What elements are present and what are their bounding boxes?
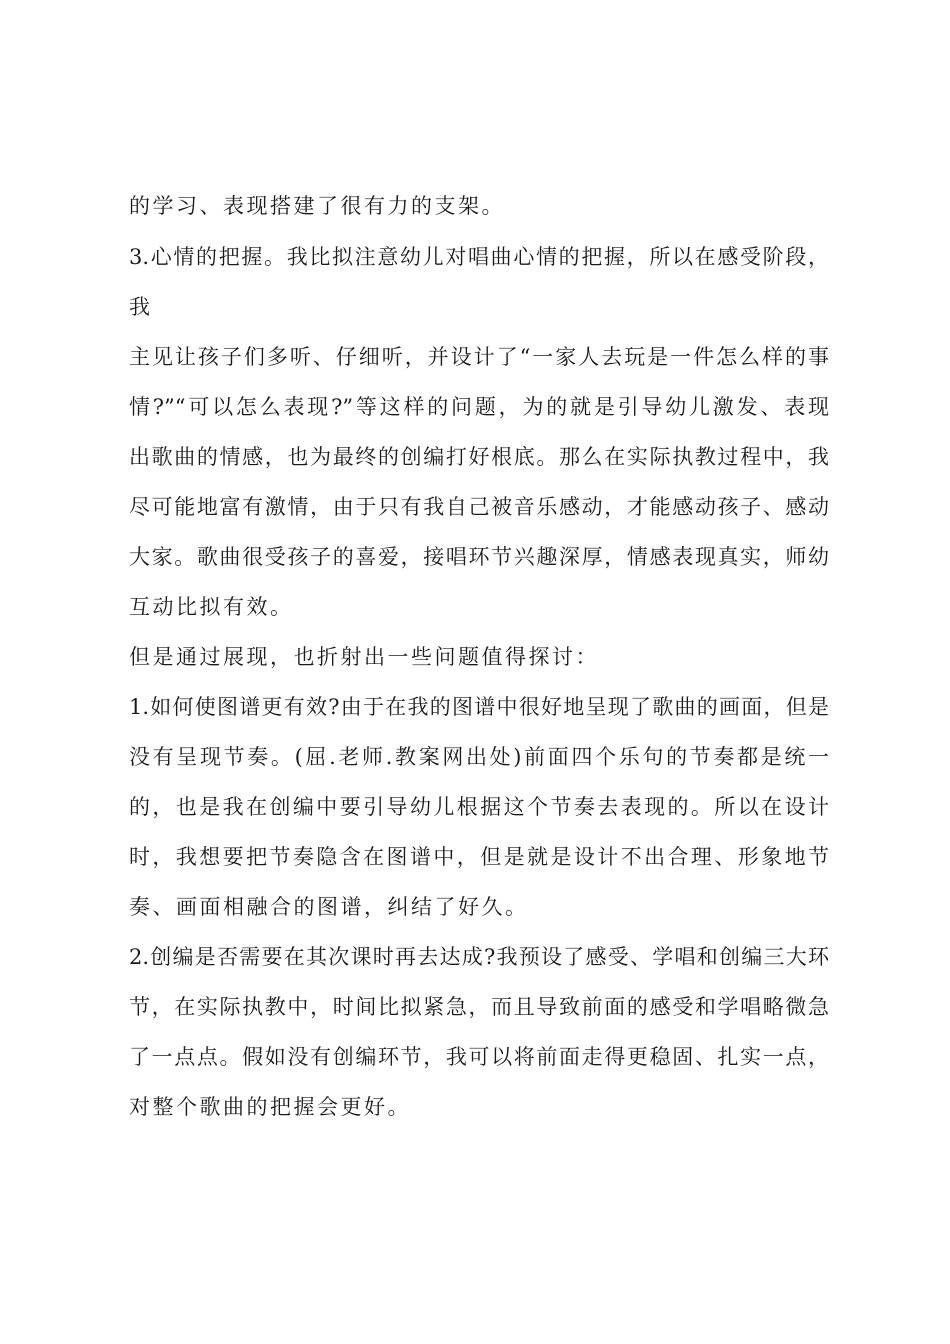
text-line: 但是通过展现，也折射出一些问题值得探讨： [129,645,599,669]
text-line: 了一点点。假如没有创编环节，我可以将前面走得更稳固、扎实一点， [129,1045,829,1069]
text-line: 奏、画面相融合的图谱，纠结了好久。 [129,895,529,919]
text-line: 的学习、表现搭建了很有力的支架。 [129,194,505,218]
text-line: 尽可能地富有激情，由于只有我自己被音乐感动，才能感动孩子、感动 [129,495,829,519]
text-line: 2.创编是否需要在其次课时再去达成?我预设了感受、学唱和创编三大环 [129,945,829,969]
text-line: 出歌曲的情感，也为最终的创编打好根底。那么在实际执教过程中，我 [129,445,829,469]
text-line: 主见让孩子们多听、仔细听，并设计了“一家人去玩是一件怎么样的事 [129,345,829,369]
text-line: 对整个歌曲的把握会更好。 [129,1095,411,1119]
text-line: 的，也是我在创编中要引导幼儿根据这个节奏去表现的。所以在设计 [129,795,829,819]
text-line: 没有呈现节奏。(屈.老师.教案网出处)前面四个乐句的节奏都是统一 [129,745,829,769]
text-line: 1.如何使图谱更有效?由于在我的图谱中很好地呈现了歌曲的画面，但是 [129,695,829,719]
text-line: 3.心情的把握。我比拟注意幼儿对唱曲心情的把握，所以在感受阶段， [129,245,829,269]
text-line: 大家。歌曲很受孩子的喜爱，接唱环节兴趣深厚，情感表现真实，师幼 [129,545,829,569]
text-line: 互动比拟有效。 [129,595,294,619]
text-line: 节，在实际执教中，时间比拟紧急，而且导致前面的感受和学唱略微急 [129,995,829,1019]
text-line: 情?”“可以怎么表现?”等这样的问题，为的就是引导幼儿激发、表现 [129,395,829,419]
text-line: 时，我想要把节奏隐含在图谱中，但是就是设计不出合理、形象地节 [129,845,829,869]
text-line: 我 [129,295,153,319]
